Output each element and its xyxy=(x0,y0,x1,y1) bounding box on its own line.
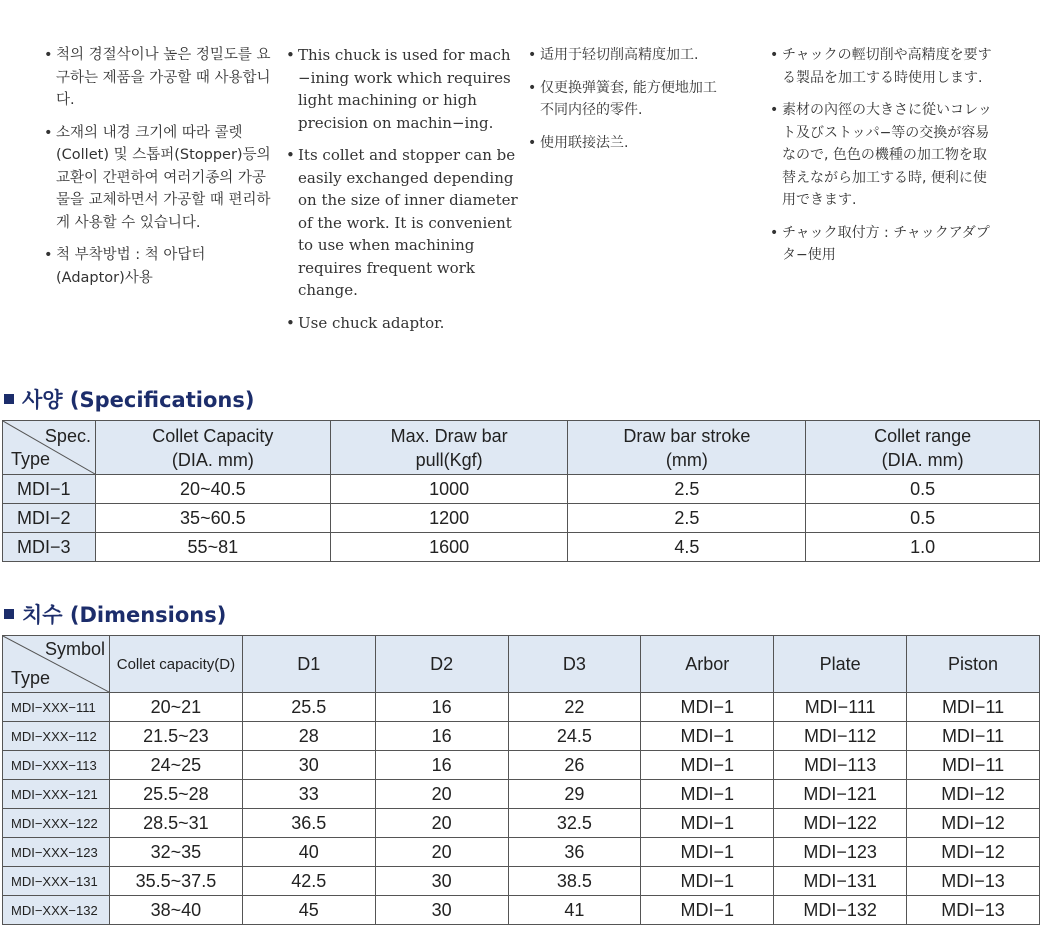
specifications-table xyxy=(2,420,1040,562)
column-header: Collet capacity(D) xyxy=(109,636,242,693)
bullet-item: • チャックの輕切削や高精度を要す る製品を加工する時使用します. xyxy=(770,47,992,86)
column-header: Plate xyxy=(774,636,907,693)
bullet-item: • 适用于轻切削高精度加工. xyxy=(528,47,699,63)
dimensions-table xyxy=(2,635,1040,925)
bullet-item: • This chuck is used for mach −ining work which requires light machining or high precision on machin−ing. xyxy=(286,46,511,132)
column-header: Collet range (DIA. mm) xyxy=(806,421,1040,475)
bullet-item: • 소재의 내경 크기에 따라 콜렛 (Collet) 및 스톱퍼(Stopper)등의 교환이 간편하여 여러기종의 가공 물을 교체하면서 가공할 때 편리하 게 사용할 수 있습니다. xyxy=(44,124,271,231)
table-row: MDI−XXX−122 28.5~31 36.5 20 32.5 MDI−1 MDI−122 MDI−12 xyxy=(3,809,1040,838)
column-header: Piston xyxy=(907,636,1040,693)
bullet-item: • 素材の內徑の大きさに從いコレッ ト及びストッパ−等の交換が容易 なので, 色色の機種の加工物を取 替えながら加工する時, 便利に使 用できます. xyxy=(770,102,992,208)
table-row: MDI−XXX−132 38~40 45 30 41 MDI−1 MDI−132 MDI−13 xyxy=(3,896,1040,925)
specifications-title: 사양 (Specifications) xyxy=(4,384,254,414)
column-header: Collet Capacity (DIA. mm) xyxy=(95,421,330,475)
dimensions-title: 치수 (Dimensions) xyxy=(4,599,226,629)
square-bullet-icon xyxy=(4,394,14,404)
corner-header: Symbol Type xyxy=(3,636,110,693)
column-header: D2 xyxy=(375,636,508,693)
bullet-item: • Use chuck adaptor. xyxy=(286,313,445,332)
table-row: MDI−3 55~81 1600 4.5 1.0 xyxy=(3,533,1040,562)
bullet-item: • Its collet and stopper can be easily exchanged depending on the size of inner diameter of the work. It is convenient to use when machining requires frequent work change. xyxy=(286,146,518,299)
bullet-item: • チャック取付方 : チャックアダプ タ−使用 xyxy=(770,224,990,263)
intro-korean xyxy=(44,44,280,299)
table-row: MDI−XXX−112 21.5~23 28 16 24.5 MDI−1 MDI−112 MDI−11 xyxy=(3,722,1040,751)
table-row: MDI−XXX−123 32~35 40 20 36 MDI−1 MDI−123 MDI−12 xyxy=(3,838,1040,867)
table-row: MDI−XXX−131 35.5~37.5 42.5 30 38.5 MDI−1 MDI−131 MDI−13 xyxy=(3,867,1040,896)
table-row: MDI−XXX−121 25.5~28 33 20 29 MDI−1 MDI−121 MDI−12 xyxy=(3,780,1040,809)
bullet-item: • 使用联接法兰. xyxy=(528,134,629,151)
column-header: D3 xyxy=(508,636,641,693)
column-header: Arbor xyxy=(641,636,774,693)
bullet-item: • 척 부착방법 : 척 아답터 (Adaptor)사용 xyxy=(44,247,206,286)
square-bullet-icon xyxy=(4,609,14,619)
column-header: Max. Draw bar pull(Kgf) xyxy=(330,421,568,475)
bullet-item: • 仅更换弹簧套, 能方便地加工 不同内径的零件. xyxy=(528,79,717,118)
column-header: Draw bar stroke (mm) xyxy=(568,421,806,475)
intro-chinese xyxy=(528,44,760,164)
table-row: MDI−2 35~60.5 1200 2.5 0.5 xyxy=(3,504,1040,533)
column-header: D1 xyxy=(242,636,375,693)
table-row: MDI−XXX−113 24~25 30 16 26 MDI−1 MDI−113 MDI−11 xyxy=(3,751,1040,780)
corner-header: Spec. Type xyxy=(3,421,96,475)
table-header-row xyxy=(3,636,1040,693)
table-header-row xyxy=(3,421,1040,475)
intro-english xyxy=(286,44,518,344)
bullet-item: • 척의 경절삭이나 높은 정밀도를 요 구하는 제품을 가공할 때 사용합니 다. xyxy=(44,47,271,108)
table-row: MDI−XXX−111 20~21 25.5 16 22 MDI−1 MDI−111 MDI−11 xyxy=(3,693,1040,722)
table-row: MDI−1 20~40.5 1000 2.5 0.5 xyxy=(3,475,1040,504)
intro-japanese xyxy=(770,44,1010,277)
